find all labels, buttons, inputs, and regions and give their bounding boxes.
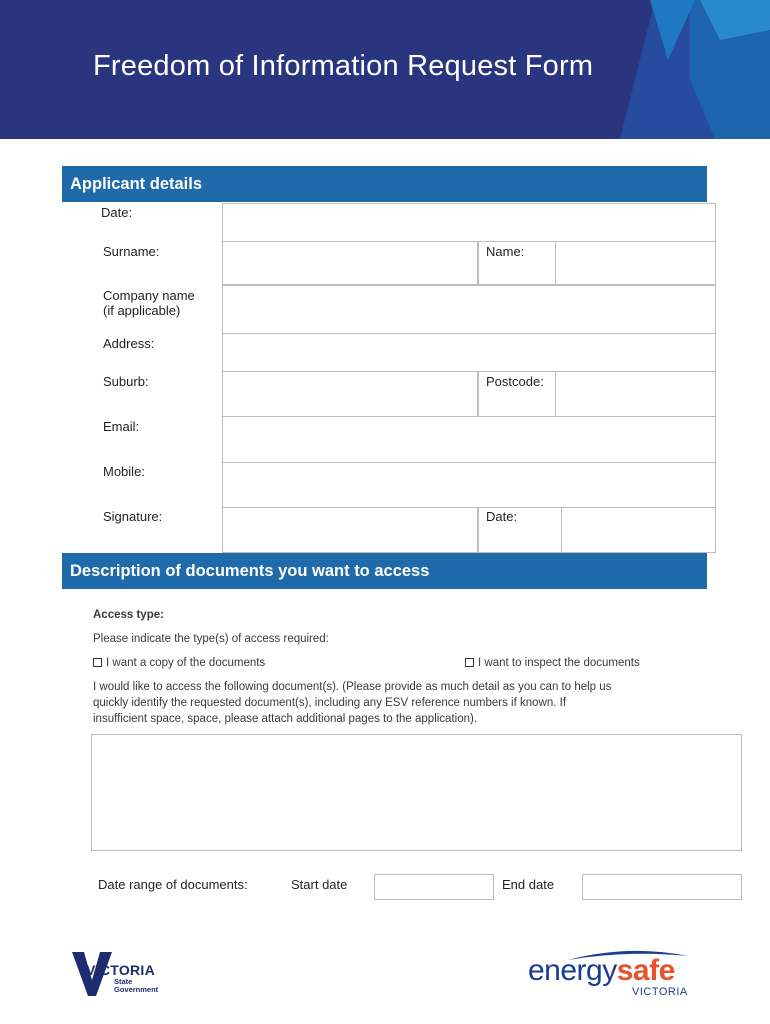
surname-label: Surname: bbox=[103, 244, 160, 259]
energysafe-victoria-sub: VICTORIA bbox=[632, 986, 688, 998]
postcode-field[interactable] bbox=[555, 371, 716, 417]
victoria-state-government-logo bbox=[72, 952, 172, 1000]
mobile-label: Mobile: bbox=[103, 464, 145, 479]
end-date-field[interactable] bbox=[582, 874, 742, 900]
detail-line-1: I would like to access the following document(s). (Please provide as much detail as you can to help us bbox=[93, 681, 612, 693]
signature-field[interactable] bbox=[222, 507, 478, 553]
victoria-logo-word: VICTORIA bbox=[86, 962, 156, 978]
start-date-field[interactable] bbox=[374, 874, 494, 900]
applicant-section-title: Applicant details bbox=[70, 175, 203, 193]
energysafe-word-safe: safe bbox=[616, 954, 675, 987]
date-range-label: Date range of documents: bbox=[98, 877, 248, 892]
option-inspect-label: I want to inspect the documents bbox=[478, 657, 640, 669]
energysafe-word-energy: energy bbox=[528, 954, 617, 987]
page-title: Freedom of Information Request Form bbox=[93, 50, 594, 82]
access-type-label: Access type: bbox=[93, 609, 164, 621]
victoria-logo-sub2: Government bbox=[114, 985, 159, 994]
suburb-label: Suburb: bbox=[103, 374, 149, 389]
detail-line-3: insufficient space, space, please attach additional pages to the application). bbox=[93, 713, 478, 725]
document-description-textarea[interactable] bbox=[91, 734, 742, 851]
date-field[interactable] bbox=[222, 203, 716, 242]
suburb-field[interactable] bbox=[222, 371, 478, 417]
inspect-checkbox[interactable] bbox=[465, 658, 474, 667]
signature-date-label: Date: bbox=[486, 509, 518, 524]
email-label: Email: bbox=[103, 419, 140, 434]
signature-date-field[interactable] bbox=[561, 507, 716, 553]
start-date-label: Start date bbox=[291, 877, 348, 892]
end-date-label: End date bbox=[502, 877, 555, 892]
surname-field[interactable] bbox=[222, 241, 478, 285]
access-instruction: Please indicate the type(s) of access required: bbox=[93, 633, 329, 645]
name-label: Name: bbox=[486, 244, 525, 259]
company-label-line2: (if applicable) bbox=[103, 303, 181, 318]
signature-label: Signature: bbox=[103, 509, 163, 524]
date-label: Date: bbox=[101, 205, 133, 220]
option-copy-label: I want a copy of the documents bbox=[106, 657, 266, 669]
company-name-field[interactable] bbox=[222, 285, 716, 334]
name-field[interactable] bbox=[555, 241, 716, 285]
company-label-line1: Company name bbox=[103, 288, 195, 303]
documents-section-title: Description of documents you want to access bbox=[70, 562, 430, 580]
name-label-cell bbox=[478, 241, 556, 285]
option-inspect[interactable] bbox=[465, 657, 640, 669]
postcode-label: Postcode: bbox=[486, 374, 544, 389]
mobile-field[interactable] bbox=[222, 462, 716, 508]
address-label: Address: bbox=[103, 336, 155, 351]
victoria-logo-sub1: State bbox=[114, 977, 133, 986]
copy-checkbox[interactable] bbox=[93, 658, 102, 667]
energysafe-wordmark bbox=[528, 954, 675, 988]
option-copy[interactable] bbox=[93, 657, 265, 669]
address-field[interactable] bbox=[222, 333, 716, 372]
energysafe-victoria-logo bbox=[528, 948, 703, 1000]
email-field[interactable] bbox=[222, 416, 716, 463]
documents-section-bar bbox=[62, 553, 707, 589]
applicant-details-section-bar bbox=[62, 166, 707, 202]
detail-line-2: quickly identify the requested document(s), including any ESV reference numbers if known. If bbox=[93, 697, 567, 709]
